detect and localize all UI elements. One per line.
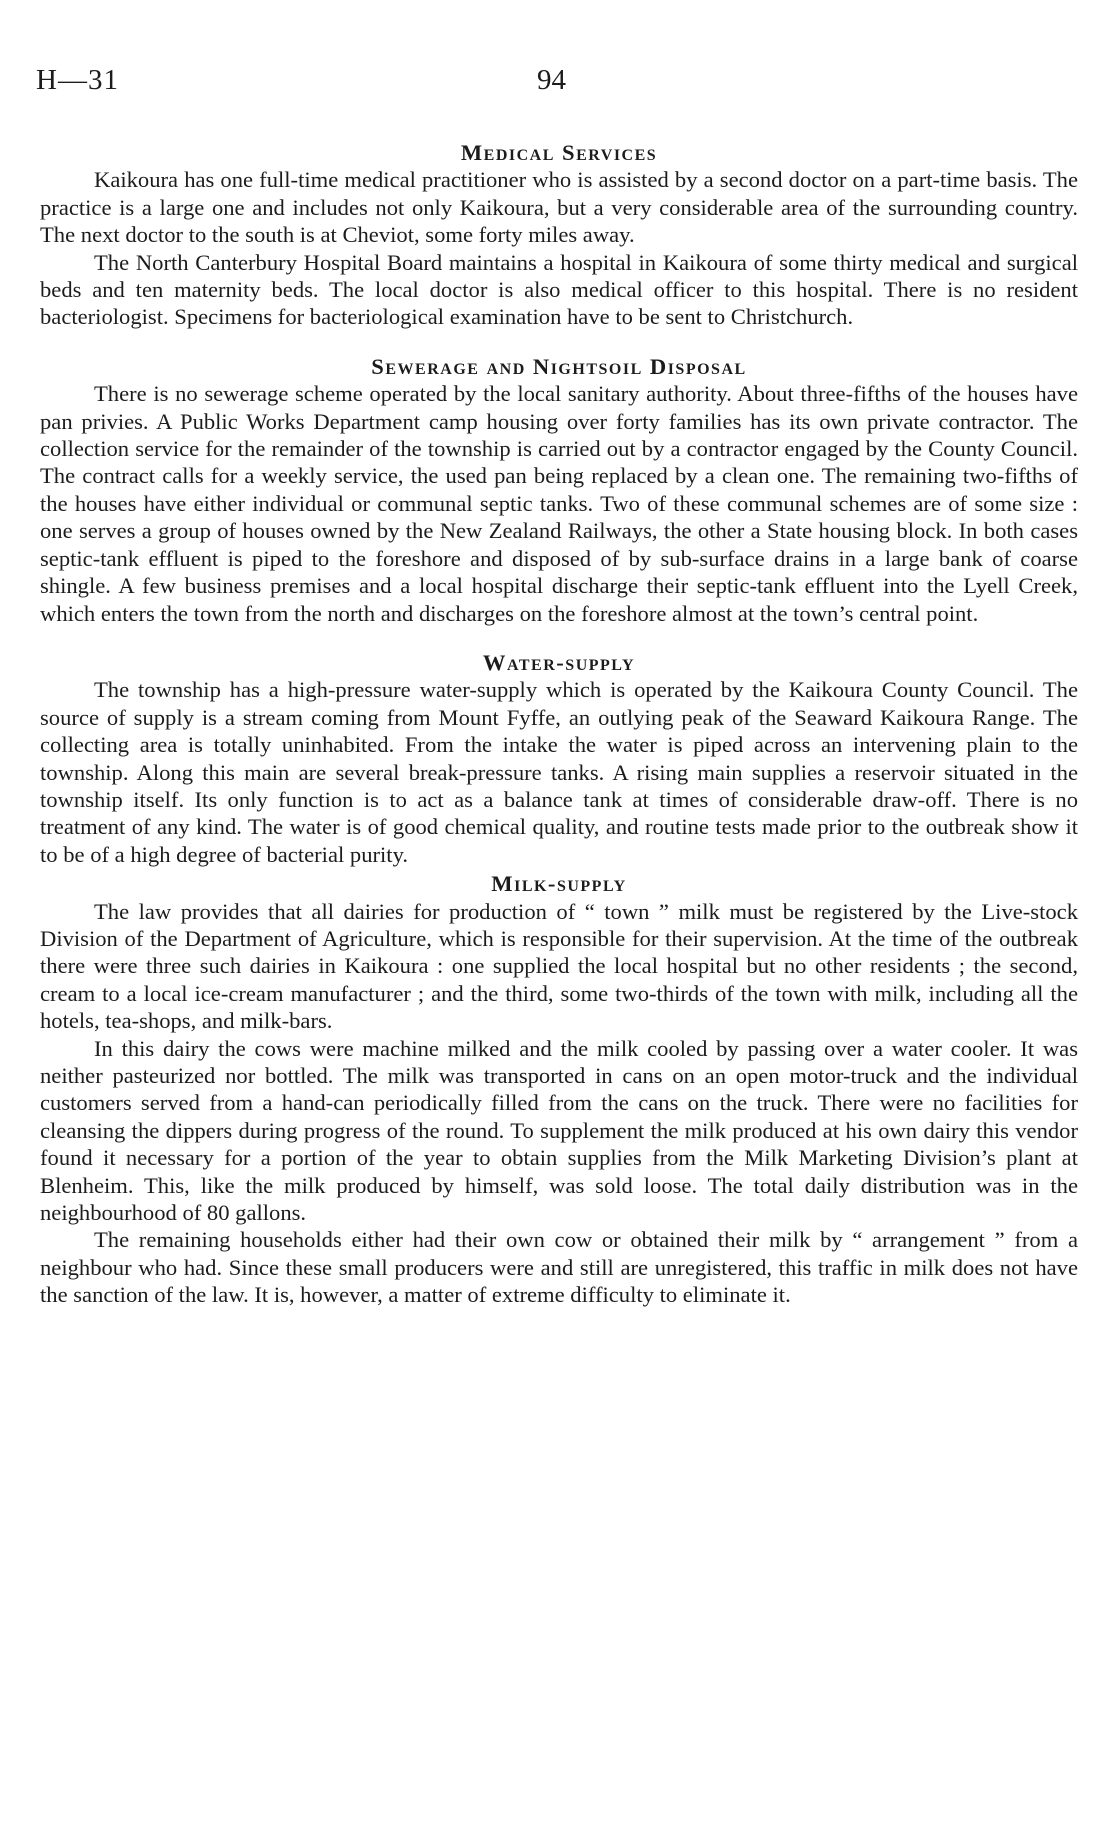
- section-heading-water-supply: Water-supply: [482, 649, 636, 675]
- section-spacer: [40, 331, 1078, 353]
- body-text: [40, 139, 1078, 1309]
- paragraph: There is no sewerage scheme operated by the local sanitary authority. About three-fifths of the houses have pan privies. A Public Works Department camp housing over forty families has its own private contractor. The collection service for the remainder of the township is carried out by a contractor engaged by the County Council. The contract calls for a weekly service, the used pan being replaced by a clean one. The remaining two-fifths of the houses have either individual or communal septic tanks. Two of these communal schemes are of some size : one serves a group of houses owned by the New Zealand Railways, the other a State housing block. In both cases septic-tank effluent is piped to the foreshore and disposed of by sub-surface drains in a large bank of coarse shingle. A few business premises and a local hospital discharge their septic-tank effluent into the Lyell Creek, which enters the town from the north and discharges on the foreshore almost at the town’s central point.: [40, 381, 1078, 626]
- section-heading-medical-services: Medical Services: [460, 140, 658, 165]
- section-spacer: [40, 627, 1078, 649]
- paragraph: The law provides that all dairies for production of “ town ” milk must be registered by the Live-stock Division of the Department of Agriculture, which is responsible for their supervision. At the time of the outbreak there were three such dairies in Kaikoura : one supplied the local hospital but no other residents ; the second, cream to a local ice-cream manufacturer ; and the third, some two-thirds of the town with milk, including all the hotels, tea-shops, and milk-bars.: [40, 898, 1078, 1034]
- section-heading-milk-supply: Milk-supply: [491, 871, 627, 897]
- document-reference: H—31: [36, 64, 119, 96]
- paragraph: Kaikoura has one full-time medical practitioner who is assisted by a second doctor on a part-time basis. The practice is a large one and includes not only Kaikoura, but a very considerable area of the surrounding country. The next doctor to the south is at Cheviot, some forty miles away.: [40, 167, 1078, 248]
- paragraph: The remaining households either had their own cow or obtained their milk by “ arrangement ” from a neighbour who had. Since these small producers were and still are unregistered, this traffic in milk does not have the sanction of the law. It is, however, a matter of extreme difficulty to eliminate it.: [40, 1227, 1078, 1308]
- section-heading-sewerage: Sewerage and Nightsoil Disposal: [371, 353, 747, 379]
- paragraph: The township has a high-pressure water-supply which is operated by the Kaikoura County Council. The source of supply is a stream coming from Mount Fyffe, an outlying peak of the Seaward Kaikoura Range. The collecting area is totally uninhabited. From the intake the water is piped across an intervening plain to the township. Along this main are several break-pressure tanks. A rising main supplies a reservoir situated in the township itself. Its only function is to act as a balance tank at times of considerable draw-off. There is no treatment of any kind. The water is of good chemical quality, and routine tests made prior to the outbreak show it to be of a high degree of bacterial purity.: [40, 677, 1078, 867]
- page-number: 94: [537, 64, 566, 96]
- paragraph: In this dairy the cows were machine milked and the milk cooled by passing over a water cooler. It was neither pasteurized nor bottled. The milk was transported in cans on an open motor-truck and the individual customers served from a hand-can periodically filled from the cans on the truck. There were no facilities for cleansing the dippers during progress of the round. To supplement the milk produced at his own dairy this vendor found it necessary for a portion of the year to obtain supplies from the Milk Marketing Division’s plant at Blenheim. This, like the milk produced by himself, was sold loose. The total daily distribution was in the neighbourhood of 80 gallons.: [40, 1035, 1078, 1226]
- paragraph: The North Canterbury Hospital Board maintains a hospital in Kaikoura of some thirty medical and surgical beds and ten maternity beds. The local doctor is also medical officer to this hospital. There is no resident bacteriologist. Specimens for bacteriological examination have to be sent to Christchurch.: [40, 249, 1078, 330]
